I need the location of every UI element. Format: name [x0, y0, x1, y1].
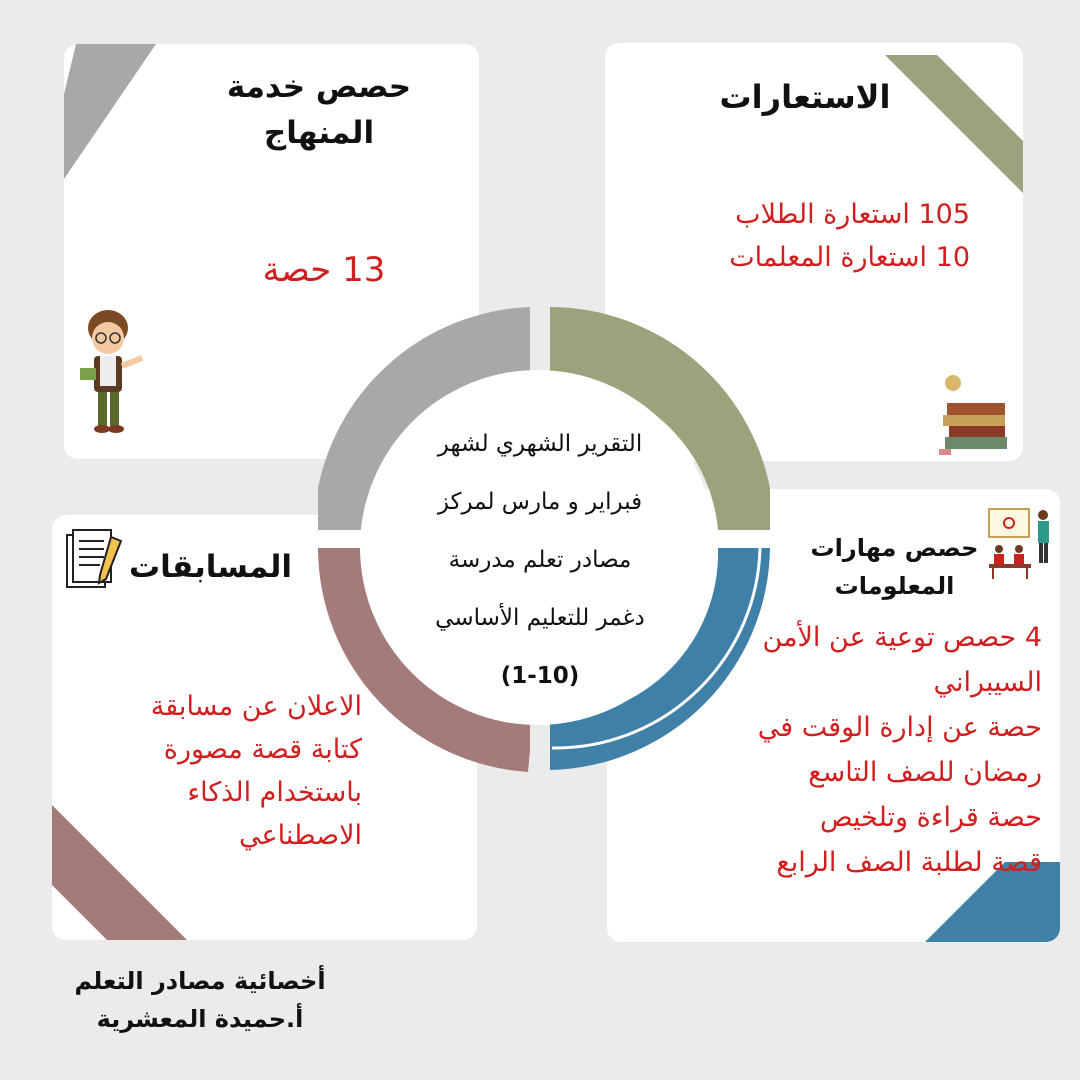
info-skills-line: قصة لطلبة الصف الرابع: [776, 847, 1042, 878]
center-line: فبراير و مارس لمركز: [437, 489, 643, 515]
title-line: حصص خدمة: [226, 69, 412, 105]
borrowing-line: 10 استعارة المعلمات: [729, 242, 970, 273]
curriculum-value: 13 حصة: [262, 250, 386, 290]
competitions-line: باستخدام الذكاء: [187, 777, 362, 808]
footer-signature: [40, 962, 360, 1038]
card-title: الاستعارات: [719, 78, 891, 116]
competitions-line: كتابة قصة مصورة: [163, 734, 362, 765]
center-line: (1-10): [500, 663, 580, 689]
competitions-line: الاصطناعي: [239, 820, 362, 851]
center-line: مصادر تعلم مدرسة: [448, 547, 632, 573]
footer-line: أخصائية مصادر التعلم: [74, 967, 326, 995]
info-skills-line: السيبراني: [933, 667, 1042, 698]
center-line: التقرير الشهري لشهر: [437, 431, 643, 457]
borrowing-line: 105 استعارة الطلاب: [735, 199, 970, 230]
footer-line: أ.حميدة المعشرية: [96, 1005, 304, 1033]
info-skills-line: 4 حصص توعية عن الأمن: [762, 622, 1042, 653]
title-line: المنهاج: [263, 115, 375, 151]
title-line: حصص مهارات: [810, 534, 979, 562]
center-line: دغمر للتعليم الأساسي: [435, 605, 645, 631]
info-skills-line: حصة عن إدارة الوقت في: [757, 712, 1042, 743]
info-skills-line: رمضان للصف التاسع: [808, 757, 1042, 788]
card-title: المسابقات: [129, 549, 292, 585]
center-report-title: [380, 415, 700, 705]
info-skills-line: حصة قراءة وتلخيص: [819, 802, 1042, 833]
competitions-line: الاعلان عن مسابقة: [150, 691, 362, 722]
title-line: المعلومات: [834, 572, 955, 600]
